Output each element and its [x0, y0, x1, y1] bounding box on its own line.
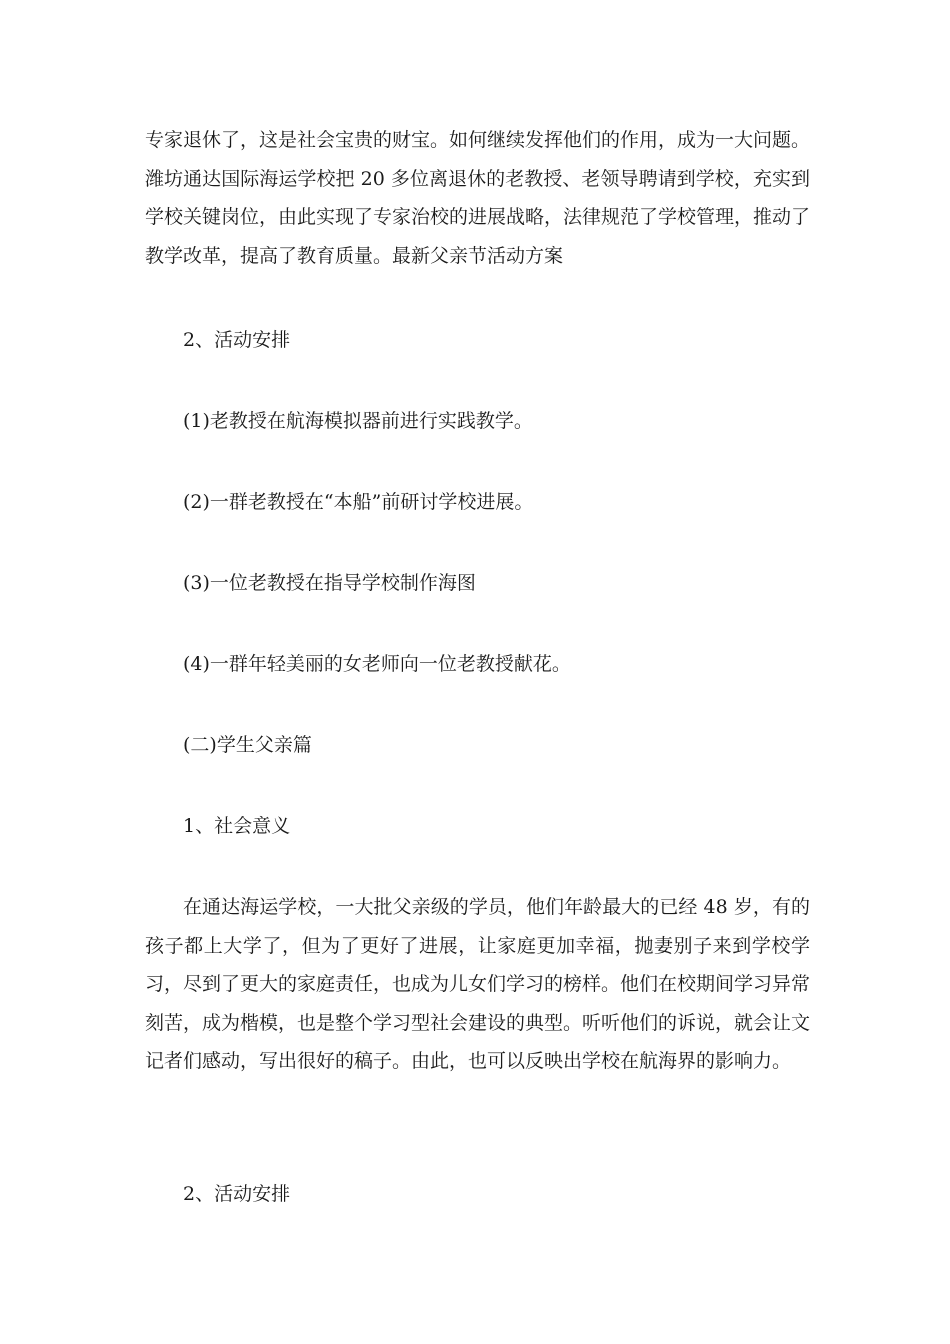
section-heading-activity-arrangement-2: 2、活动安排: [183, 1183, 291, 1205]
list-item-2: (2)一群老教授在“本船”前研讨学校进展。: [183, 491, 534, 513]
list-item-3: (3)一位老教授在指导学校制作海图: [183, 572, 476, 594]
section-heading-student-fathers: (二)学生父亲篇: [183, 734, 312, 756]
section-heading-social-significance: 1、社会意义: [183, 815, 291, 837]
list-item-1: (1)老教授在航海模拟器前进行实践教学。: [183, 410, 533, 432]
body-paragraph-social-significance: 在通达海运学校，一大批父亲级的学员，他们年龄最大的已经 48 岁，有的孩子都上大学了，但为了更好了进展，让家庭更加幸福，抛妻别子来到学校学习，尽到了更大的家庭责任，也成为儿女们学习的榜样。他们在校期间学习异常刻苦，成为楷模，也是整个学习型社会建设的典型。听听他们的诉说，就会让文记者们感动，写出很好的稿子。由此，也可以反映出学校在航海界的影响力。: [145, 896, 811, 1072]
intro-paragraph: 专家退休了，这是社会宝贵的财宝。如何继续发挥他们的作用，成为一大问题。潍坊通达国际海运学校把 20 多位离退休的老教授、老领导聘请到学校，充实到学校关键岗位，由此实现了专家治校的进展战略，法律规范了学校管理，推动了教学改革，提高了教育质量。最新父亲节活动方案: [145, 129, 811, 267]
section-heading-activity-arrangement: 2、活动安排: [183, 329, 291, 351]
list-item-4: (4)一群年轻美丽的女老师向一位老教授献花。: [183, 653, 571, 675]
